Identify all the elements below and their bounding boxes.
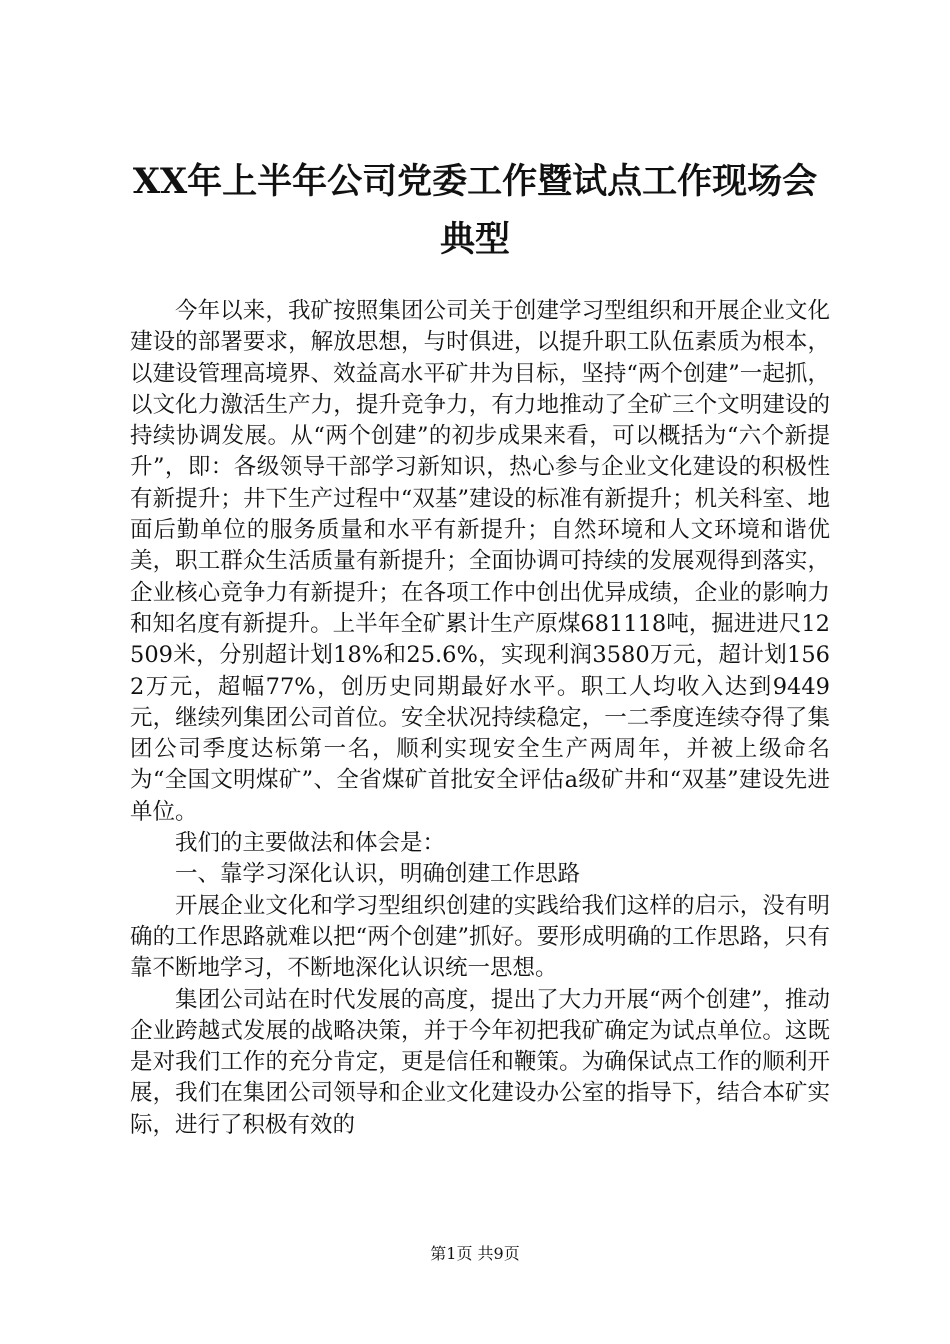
paragraph-practices-lead: 我们的主要做法和体会是：	[175, 830, 446, 857]
paragraph-section-1-b: 集团公司站在时代发展的高度，提出了大力开展“两个创建”，推动企业跨越式发展的战略决策，并于今年初把我矿确定为试点单位。这既是对我们工作的充分肯定，更是信任和鞭策。为确保试点工作的顺利开展，我们在集团公司领导和企业文化建设办公室的指导下，结合本矿实际，进行了积极有效的	[130, 986, 830, 1138]
document-title-line-1: XX年上半年公司党委工作暨试点工作现场会	[132, 161, 818, 202]
document-title-line-2: 典型	[439, 219, 510, 260]
paragraph-intro: 今年以来，我矿按照集团公司关于创建学习型组织和开展企业文化建设的部署要求，解放思想，与时俱进，以提升职工队伍素质为根本，以建设管理高境界、效益高水平矿井为目标，坚持“两个创建”一起抓，以文化力激活生产力，提升竞争力，有力地推动了全矿三个文明建设的持续协调发展。从“两个创建”的初步成果来看，可以概括为“六个新提升”，即：各级领导干部学习新知识，热心参与企业文化建设的积极性有新提升；井下生产过程中“双基”建设的标准有新提升；机关科室、地面后勤单位的服务质量和水平有新提升；自然环境和人文环境和谐优美，职工群众生活质量有新提升；全面协调可持续的发展观得到落实，企业核心竞争力有新提升；在各项工作中创出优异成绩，企业的影响力和知名度有新提升。上半年全矿累计生产原煤681118吨，掘进进尺12509米，分别超计划18%和25.6%，实现利润3580万元，超计划1562万元，超幅77%，创历史同期最好水平。职工人均收入达到9449元，继续列集团公司首位。安全状况持续稳定，一二季度连续夺得了集团公司季度达标第一名，顺利实现安全生产两周年，并被上级命名为“全国文明煤矿”、全省煤矿首批安全评估a级矿井和“双基”建设先进单位。	[130, 298, 830, 825]
page-footer: 第1页 共9页	[430, 1244, 520, 1263]
section-heading-1: 一、靠学习深化认识，明确创建工作思路	[175, 861, 581, 888]
document-body	[130, 296, 830, 1141]
paragraph-section-1-a: 开展企业文化和学习型组织创建的实践给我们这样的启示，没有明确的工作思路就难以把“两个创建”抓好。要形成明确的工作思路，只有靠不断地学习，不断地深化认识统一思想。	[130, 892, 830, 982]
